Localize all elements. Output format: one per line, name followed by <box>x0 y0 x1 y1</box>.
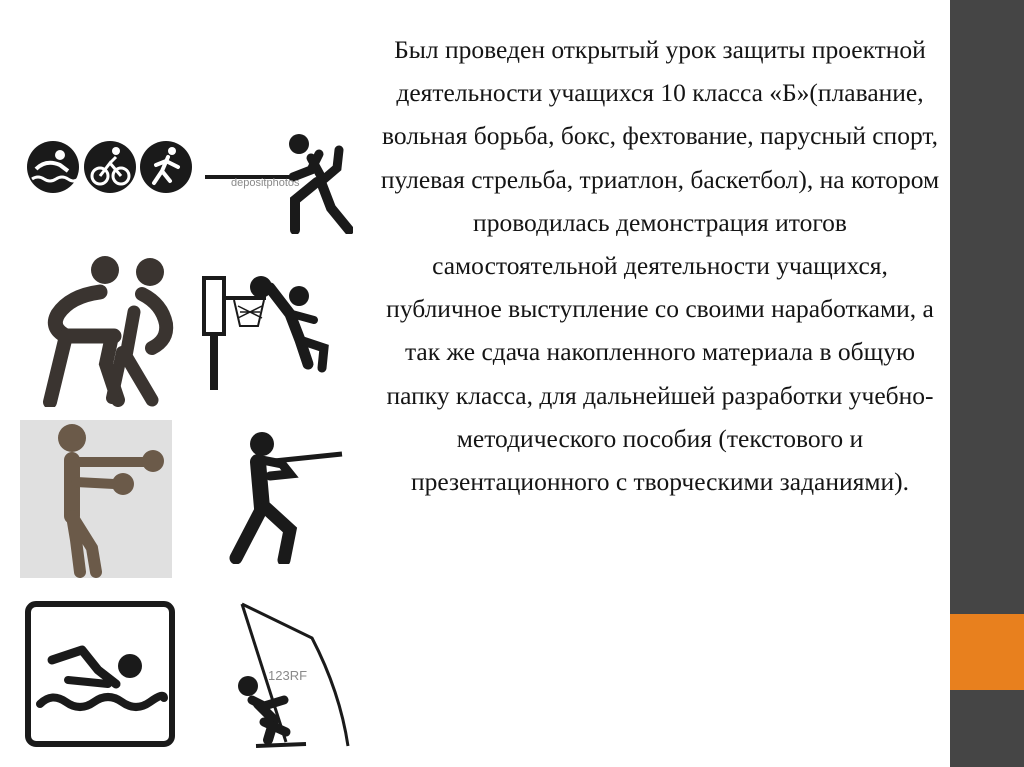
slide-body-text: Был проведен открытый урок защиты проектной деятельности учащихся 10 класса «Б»(плавание, вольная борьба, бокс, фехтование, парусный спорт, пулевая стрельба, триатлон, баскетбол), на котором проводилась демонстрация итогов самостоятельной деятельности учащихся, публичное выступление со своими наработками, а так же сдача накопленного материала в общую папку класса, для дальнейшей разработки учебно-методического пособия (текстового и презентационного с творческими заданиями). <box>380 35 940 497</box>
fencing-watermark: depositphotos <box>231 177 300 189</box>
fencing-pictogram <box>203 128 353 234</box>
swimming-sign-pictogram <box>22 598 178 750</box>
wrestling-pictogram <box>22 252 182 407</box>
basketball-pictogram <box>196 268 346 393</box>
boxing-pictogram <box>20 420 172 578</box>
slide-side-accent <box>950 614 1024 690</box>
sailing-watermark: 123RF <box>268 668 308 683</box>
shooting-pictogram <box>218 426 346 564</box>
triathlon-pictograms <box>20 85 192 250</box>
sailing-pictogram <box>228 596 356 750</box>
